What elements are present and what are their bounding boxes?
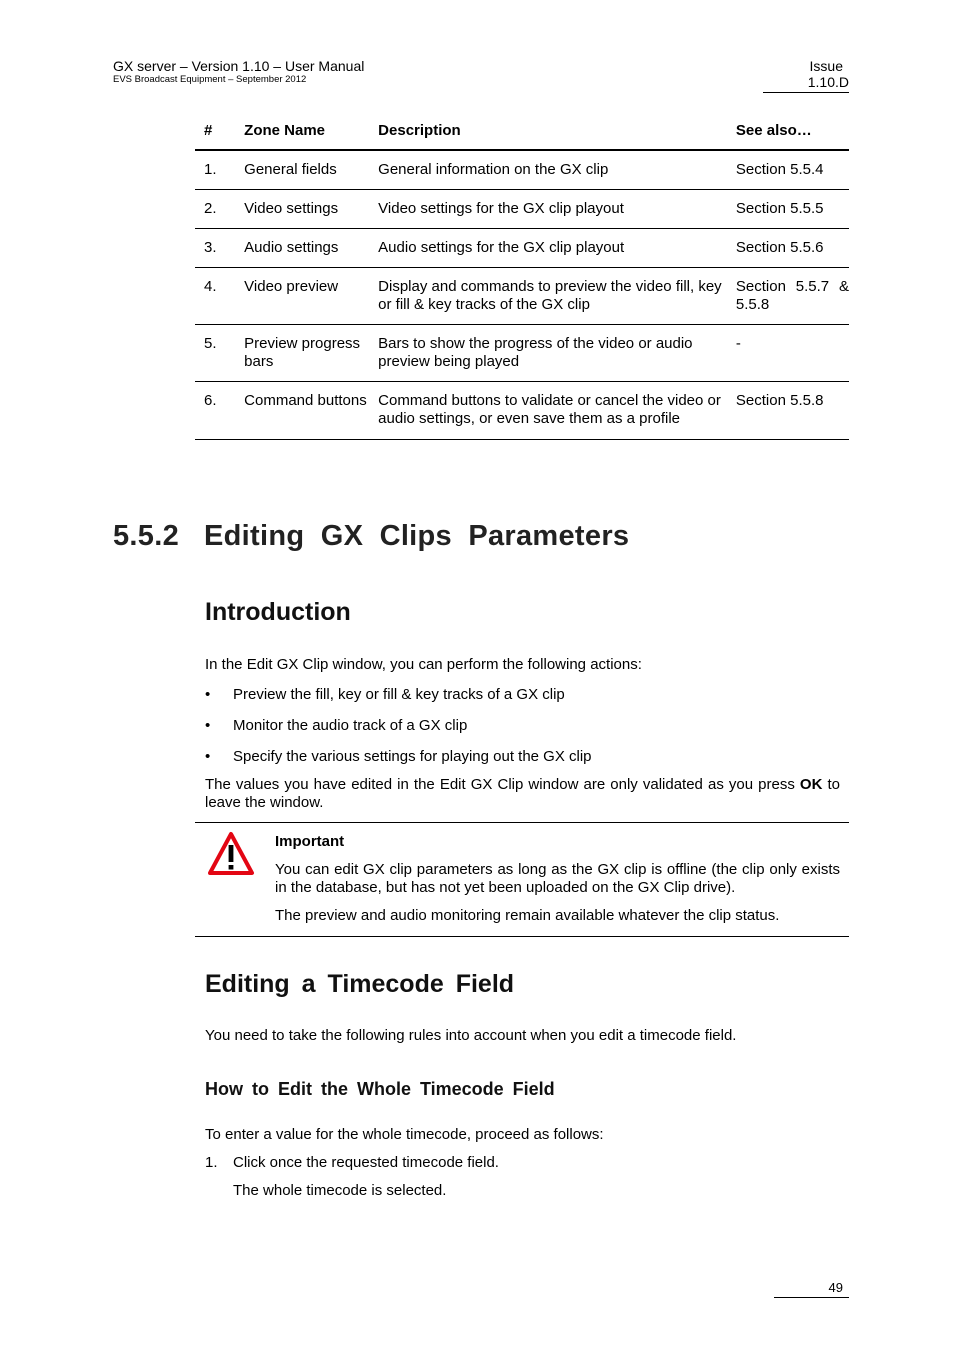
list-item [205, 717, 467, 734]
section-title: Editing GX Clips Parameters [204, 520, 630, 552]
list-item [205, 748, 592, 765]
list-item-text: Specify the various settings for playing out the GX clip [233, 748, 592, 765]
row-description: Video settings for the GX clip playout [378, 200, 624, 217]
row-description: Bars to show the progress of the video or audio preview being played [378, 335, 693, 370]
row-zone: Audio settings [244, 239, 339, 256]
bullet-icon: • [205, 748, 211, 765]
zones-table [195, 113, 849, 440]
list-item-text: Monitor the audio track of a GX clip [233, 717, 468, 734]
row-zone: Command buttons [244, 392, 367, 409]
validation-text-before: The values you have edited in the Edit GX Clip window are only validated as you press [205, 776, 795, 793]
important-paragraph-2: The preview and audio monitoring remain available whatever the clip status. [275, 907, 780, 924]
col-header-description: Description [378, 122, 461, 139]
list-item-text: Preview the fill, key or fill & key tracks of a GX clip [233, 686, 565, 703]
table-row [195, 190, 849, 229]
col-header-number: # [204, 122, 213, 139]
row-zone: Preview progress bars [244, 335, 361, 370]
intro-lead: In the Edit GX Clip window, you can perform the following actions: [205, 656, 642, 673]
timecode-lead: You need to take the following rules into account when you edit a timecode field. [205, 1027, 737, 1044]
bullet-icon: • [205, 717, 211, 734]
validation-paragraph [205, 776, 840, 812]
step-text: Click once the requested timecode field. [233, 1154, 499, 1171]
row-description: Audio settings for the GX clip playout [378, 239, 625, 256]
timecode-heading: Editing a Timecode Field [205, 970, 515, 998]
document-title: GX server – Version 1.10 – User Manual [113, 58, 365, 74]
step-result: The whole timecode is selected. [233, 1182, 447, 1199]
document-subtitle: EVS Broadcast Equipment – September 2012 [113, 74, 307, 85]
row-number: 3. [204, 239, 217, 256]
procedure-lead: To enter a value for the whole timecode, proceed as follows: [205, 1126, 604, 1143]
introduction-heading: Introduction [205, 598, 351, 626]
footer-rule [774, 1297, 849, 1298]
issue-label: Issue [809, 58, 843, 74]
timecode-subheading: How to Edit the Whole Timecode Field [205, 1079, 555, 1099]
list-item [205, 686, 565, 703]
important-paragraph-1: You can edit GX clip parameters as long as the GX clip is offline (the clip only exists in the database, but has not yet been uploaded on the GX Clip drive). [275, 861, 840, 896]
table-row [195, 229, 849, 268]
row-description: General information on the GX clip [378, 161, 609, 178]
procedure-step [205, 1154, 499, 1171]
row-description: Command buttons to validate or cancel the video or audio settings, or even save them as a profile [378, 392, 721, 427]
section-number: 5.5.2 [113, 520, 179, 552]
row-see-also: Section 5.5.5 [735, 200, 824, 217]
row-number: 1. [204, 161, 217, 178]
table-row [195, 268, 849, 325]
row-see-also: - [735, 335, 741, 352]
row-number: 4. [204, 278, 217, 295]
bullet-icon: • [205, 686, 211, 703]
row-number: 2. [204, 200, 217, 217]
validation-text-after: to leave the window. [205, 776, 840, 811]
step-number: 1. [205, 1154, 218, 1171]
issue-value: 1.10.D [807, 74, 849, 90]
col-header-zone: Zone Name [244, 122, 326, 139]
table-row [195, 325, 849, 382]
table-row [195, 150, 849, 190]
row-see-also: Section 5.5.8 [735, 392, 824, 409]
header-rule [763, 92, 849, 93]
row-see-also: Section 5.5.7 & 5.5.8 [735, 278, 849, 313]
table-header-row [195, 113, 849, 150]
row-number: 5. [204, 335, 217, 352]
row-see-also: Section 5.5.4 [735, 161, 824, 178]
important-title: Important [275, 833, 345, 850]
row-description: Display and commands to preview the video fill, key or fill & key tracks of the GX clip [378, 278, 722, 313]
row-zone: Video settings [244, 200, 339, 217]
row-zone: Video preview [244, 278, 339, 295]
warning-triangle-icon [207, 831, 255, 876]
row-zone: General fields [244, 161, 337, 178]
row-see-also: Section 5.5.6 [735, 239, 824, 256]
ok-keyword: OK [799, 776, 823, 793]
section-heading [113, 520, 629, 553]
row-number: 6. [204, 392, 217, 409]
col-header-see-also: See also… [735, 122, 812, 139]
page-number: 49 [828, 1280, 843, 1295]
table-row [195, 382, 849, 440]
